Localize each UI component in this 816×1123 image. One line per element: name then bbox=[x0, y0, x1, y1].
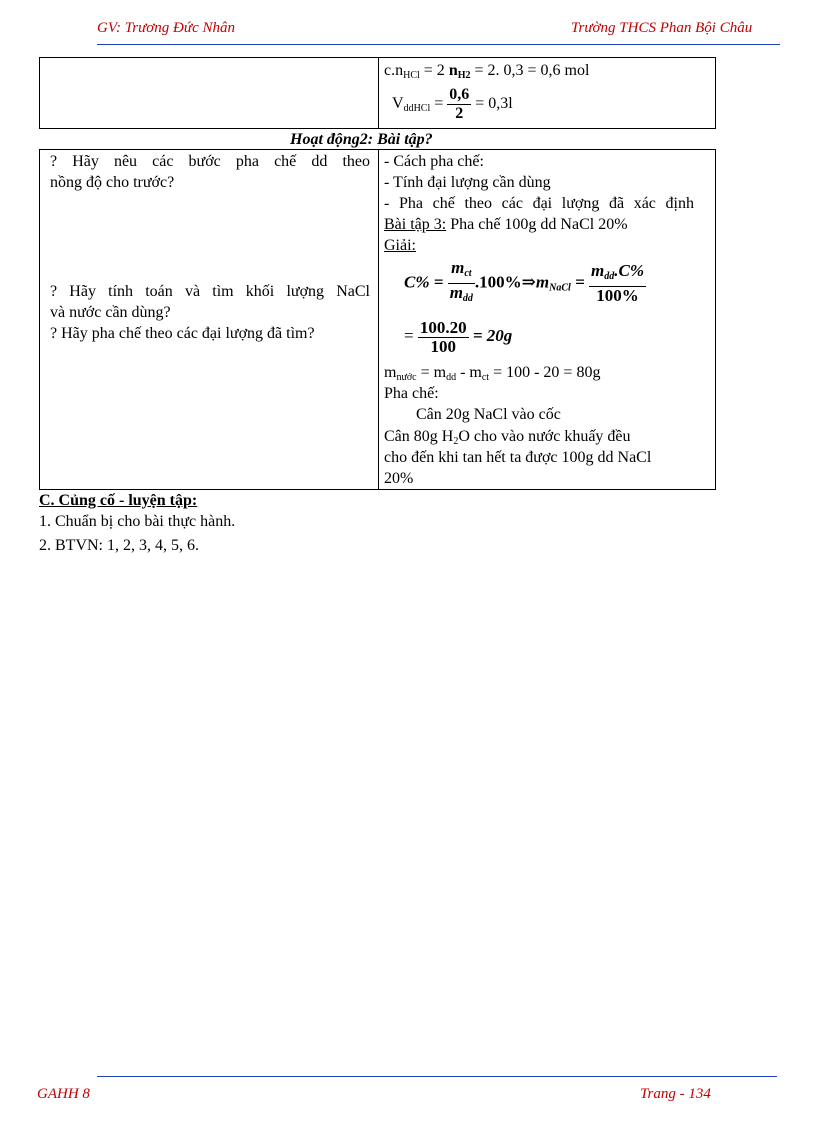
footer-page-number: Trang - 134 bbox=[640, 1086, 711, 1102]
prep-step-1: Cân 20g NaCl vào cốc bbox=[416, 406, 561, 423]
header-teacher: GV: Trương Đức Nhân bbox=[97, 20, 235, 36]
question-2-line-2: và nước cần dùng? bbox=[50, 304, 171, 321]
section-c-item-1: 1. Chuẩn bị cho bài thực hành. bbox=[39, 513, 236, 530]
top-line-1: $c.n_{HCl} = 2$ $n_{H2} = 2$. 0,3 = 0,6 mol bbox=[384, 62, 590, 81]
question-2-line-1: ? Hãy tính toán và tìm khối lượng NaCl bbox=[50, 283, 370, 300]
formula-concentration: C% = $\frac{m_{ct}}{m_{dd}}$ $.100\%\Rightarrow m_{NaCl}$ = $\frac{m_{dd}.C\%}{100\%}$ bbox=[404, 259, 646, 308]
step-2: - Tính đại lượng cần dùng bbox=[384, 174, 551, 191]
step-3: - Pha chế theo các đại lượng đã xác định bbox=[384, 195, 694, 212]
activity-title: Hoạt động2: Bài tập? bbox=[290, 131, 433, 148]
header-divider bbox=[97, 44, 780, 45]
question-1-line-1: ? Hãy nêu các bước pha chế dd theo bbox=[50, 153, 370, 170]
fraction-mct-mdd: $\frac{m_{ct}}{m_{dd}}$ bbox=[449, 258, 473, 304]
question-1-line-2: nồng độ cho trước? bbox=[50, 174, 175, 191]
top-line-2: $V_{ddHCl}$ = $\frac{0,6}{2}$ = 0,3l bbox=[392, 86, 513, 122]
solution-label: Giải: bbox=[384, 237, 416, 254]
fraction-calc: $\frac{100.20}{100}$ bbox=[419, 317, 467, 356]
header-school: Trường THCS Phan Bội Châu bbox=[571, 20, 753, 36]
question-3: ? Hãy pha chế theo các đại lượng đã tìm? bbox=[50, 325, 315, 342]
main-table-divider bbox=[378, 149, 379, 490]
prep-step-3: cho đến khi tan hết ta được 100g dd NaCl bbox=[384, 449, 652, 466]
formula-calculation: = $\frac{100.20}{100}$ = 20g bbox=[404, 317, 513, 356]
fraction-volume: $\frac{0,6}{2}$ bbox=[449, 86, 470, 122]
footer-subject: GAHH 8 bbox=[37, 1086, 90, 1102]
top-table-divider bbox=[378, 57, 379, 129]
water-mass: $m_{nước} = m_{dd} - m_{ct} = 100 - 20 = 80g$ bbox=[384, 364, 601, 383]
section-c-item-2: 2. BTVN: 1, 2, 3, 4, 5, 6. bbox=[39, 537, 199, 554]
exercise-label: Bài tập 3: bbox=[384, 216, 447, 233]
footer-divider bbox=[97, 1076, 777, 1077]
section-c-title: C. Củng cố - luyện tập: bbox=[39, 492, 198, 509]
exercise-3: Bài tập 3: Pha chế 100g dd NaCl 20% bbox=[384, 216, 628, 233]
prep-step-4: 20% bbox=[384, 470, 414, 487]
prep-label: Pha chế: bbox=[384, 385, 439, 402]
fraction-mdd-c: $\frac{m_{dd}.C\%}{100\%}$ bbox=[591, 261, 644, 305]
step-1: - Cách pha chế: bbox=[384, 153, 484, 170]
prep-step-2: Cân 80g $H_2O$ cho vào nước khuấy đều bbox=[384, 428, 631, 447]
